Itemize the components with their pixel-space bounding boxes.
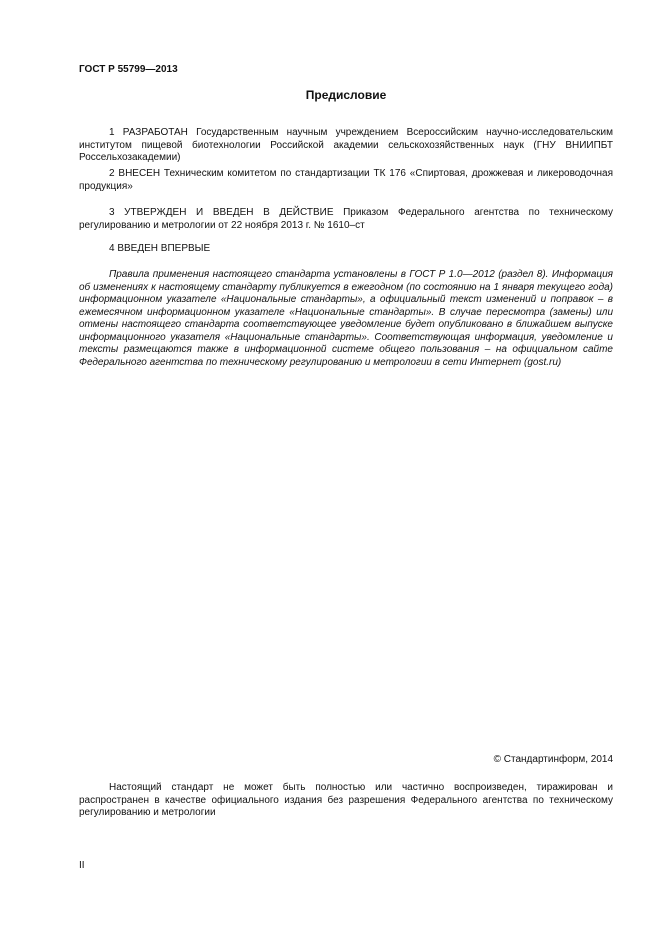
page-header: ГОСТ Р 55799—2013 xyxy=(79,64,178,75)
application-rules-notice: Правила применения настоящего стандарта установлены в ГОСТ Р 1.0—2012 (раздел 8). Информация об изменениях к настоящему стандарту публикуется в ежегодном (по состоянию на 1 января текущего года) информационном указателе «Национальные стандарты», а официальный текст изменений и поправок – в ежемесячном информационном указателе «Национальные стандарты». В случае пересмотра (замены) или отмены настоящего стандарта соответствующее уведомление будет опубликовано в ближайшем выпуске информационного указателя «Национальные стандарты». Соответствующая информация, уведомление и тексты размещаются также в информационной системе общего пользования – на официальном сайте Федерального агентства по техническому регулированию и метрологии в сети Интернет (gost.ru) xyxy=(79,269,613,368)
foreword-item-introduced: 4 ВВЕДЕН ВПЕРВЫЕ xyxy=(109,243,211,254)
foreword-item-submitted: 2 ВНЕСЕН Техническим комитетом по стандартизации ТК 176 «Спиртовая, дрожжевая и ликероводочная продукция» xyxy=(79,168,613,192)
copyright-notice: © Стандартинформ, 2014 xyxy=(493,754,613,765)
foreword-item-developed: 1 РАЗРАБОТАН Государственным научным учреждением Всероссийским научно-исследовательским институтом пищевой биотехнологии Российской академии сельскохозяйственных наук (ГНУ ВНИИПБТ Россельхозакадемии) xyxy=(79,127,613,163)
page-number: II xyxy=(79,860,85,871)
reproduction-notice: Настоящий стандарт не может быть полностью или частично воспроизведен, тиражирован и распространен в качестве официального издания без разрешения Федерального агентства по техническому регулированию и метрологии xyxy=(79,782,613,818)
foreword-item-approved: 3 УТВЕРЖДЕН И ВВЕДЕН В ДЕЙСТВИЕ Приказом Федерального агентства по техническому регулированию и метрологии от 22 ноября 2013 г. № 1610–ст xyxy=(79,207,613,231)
section-title: Предисловие xyxy=(305,88,387,102)
